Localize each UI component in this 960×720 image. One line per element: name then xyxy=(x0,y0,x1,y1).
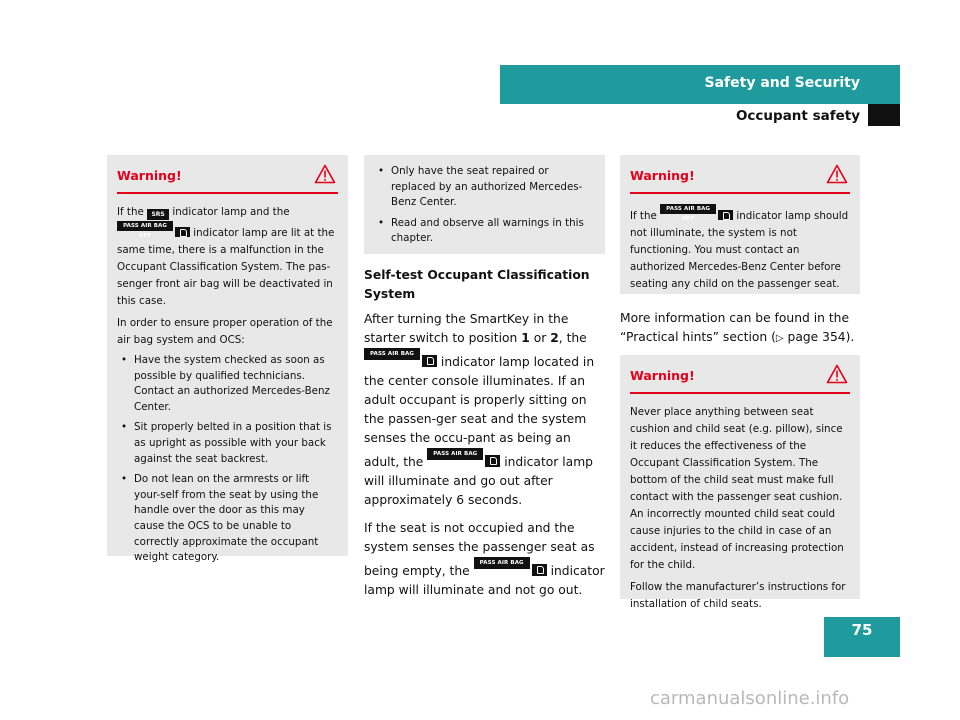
warning-text: If the xyxy=(630,210,657,222)
warning-label: Warning! xyxy=(117,168,182,183)
warning-header xyxy=(117,155,338,194)
body-text: After turning the SmartKey in the starter switch to position xyxy=(364,312,569,345)
warning-box-indicator-not-lit xyxy=(620,155,860,294)
warning-header xyxy=(630,155,850,194)
position-2: 2 xyxy=(550,331,559,345)
body-paragraph xyxy=(364,310,609,510)
list-item: • Read and observe all warnings in this chapter. xyxy=(374,216,595,247)
header-band xyxy=(500,65,900,104)
body-text: , the xyxy=(558,331,587,345)
warning-triangle-icon xyxy=(826,364,848,384)
body-paragraph xyxy=(364,519,609,600)
body-text: indicator lamp will illuminate and not go out. xyxy=(364,564,605,597)
body-text: If the seat is not occupied and the system senses the passenger seat as being empty, the xyxy=(364,521,595,578)
warning-triangle-icon xyxy=(826,164,848,184)
warning-paragraph: Follow the manufacturer’s instructions for installation of child seats. xyxy=(630,581,846,610)
pass-air-bag-off-indicator-icon: PASS AIR BAG OFF xyxy=(364,348,420,360)
warning-triangle-icon xyxy=(314,164,336,184)
body-text: indicator lamp located in the center console illuminates. If an adult occupant is properly sitting on the passen-ger seat and the system senses the occu-pant as being an adult, the xyxy=(364,355,595,469)
pass-air-bag-off-indicator-icon: PASS AIR BAG OFF xyxy=(474,557,530,569)
pass-air-bag-off-indicator-icon: PASS AIR BAG OFF xyxy=(427,448,483,460)
warning-text: indicator lamp are lit at the same time, there is a malfunction in the Occupant Classification System. The pas-senger front air bag will be deactivated in this case. xyxy=(117,227,335,307)
child-seat-icon xyxy=(422,355,437,367)
child-seat-icon xyxy=(175,227,190,237)
warning-label: Warning! xyxy=(630,168,695,183)
header-marker xyxy=(868,104,900,126)
body-text: or xyxy=(529,331,551,345)
warning-bullet-list xyxy=(117,353,338,566)
warning-box-child-seat xyxy=(620,355,860,610)
section-heading: Self-test Occupant Classification System xyxy=(364,268,590,301)
list-item: • Only have the seat repaired or replaced by an authorized Mercedes-Benz Center. xyxy=(374,164,595,211)
child-seat-icon xyxy=(718,210,733,220)
list-item: • Do not lean on the armrests or lift your-self from the seat by using the handle over the door as this may cause the OCS to be unable to correctly approximate the occupant weight category. xyxy=(117,472,338,566)
page-reference-arrow-icon: ▷ xyxy=(775,333,784,344)
warning-text: If the xyxy=(117,206,144,218)
srs-indicator-icon: SRS xyxy=(147,209,169,220)
warning-label: Warning! xyxy=(630,368,695,383)
body-text: indicator lamp will illuminate and go out after approximately 6 seconds. xyxy=(364,455,593,507)
selftest-section xyxy=(364,266,609,609)
body-text: page 354). xyxy=(783,330,855,344)
position-1: 1 xyxy=(521,331,530,345)
subsection-title: Occupant safety xyxy=(735,108,860,124)
warning-paragraph: In order to ensure proper operation of the air bag system and OCS: xyxy=(117,317,333,346)
list-item: • Have the system checked as soon as possible by qualified technicians. Contact an authorized Mercedes-Benz Center. xyxy=(117,353,338,415)
notes-box xyxy=(364,155,605,254)
warning-box-ocs-malfunction xyxy=(107,155,348,564)
body-paragraph xyxy=(620,309,865,348)
child-seat-icon xyxy=(532,564,547,576)
warning-text: indicator lamp and the xyxy=(172,206,290,218)
list-item: • Sit properly belted in a position that is as upright as possible with your back against the seat backrest. xyxy=(117,420,338,467)
watermark: carmanualsonline.info xyxy=(650,688,850,709)
warning-paragraph: Never place anything between seat cushion and child seat (e.g. pillow), since it reduces the effectiveness of the Occupant Classification System. The bottom of the child seat must make full contact with the passenger seat cushion. An incorrectly mounted child seat could cause injuries to the child in case of an accident, instead of increasing protection for the child. xyxy=(630,406,844,571)
warning-text: indicator lamp should not illuminate, the system is not functioning. You must contact an authorized Mercedes-Benz Center before seating any child on the passenger seat. xyxy=(630,210,849,290)
section-title: Safety and Security xyxy=(704,75,860,91)
child-seat-icon xyxy=(485,455,500,467)
pass-air-bag-off-indicator-icon: PASS AIR BAG OFF xyxy=(660,204,716,214)
warning-header xyxy=(630,355,850,394)
body-text: More information can be found in the “Practical hints” section ( xyxy=(620,311,850,344)
page-number: 75 xyxy=(824,617,900,657)
warning-paragraph xyxy=(630,204,850,293)
more-info-paragraph xyxy=(620,309,865,357)
warning-paragraph xyxy=(117,204,338,310)
notes-bullet-list xyxy=(374,164,595,247)
pass-air-bag-off-indicator-icon: PASS AIR BAG OFF xyxy=(117,221,173,231)
